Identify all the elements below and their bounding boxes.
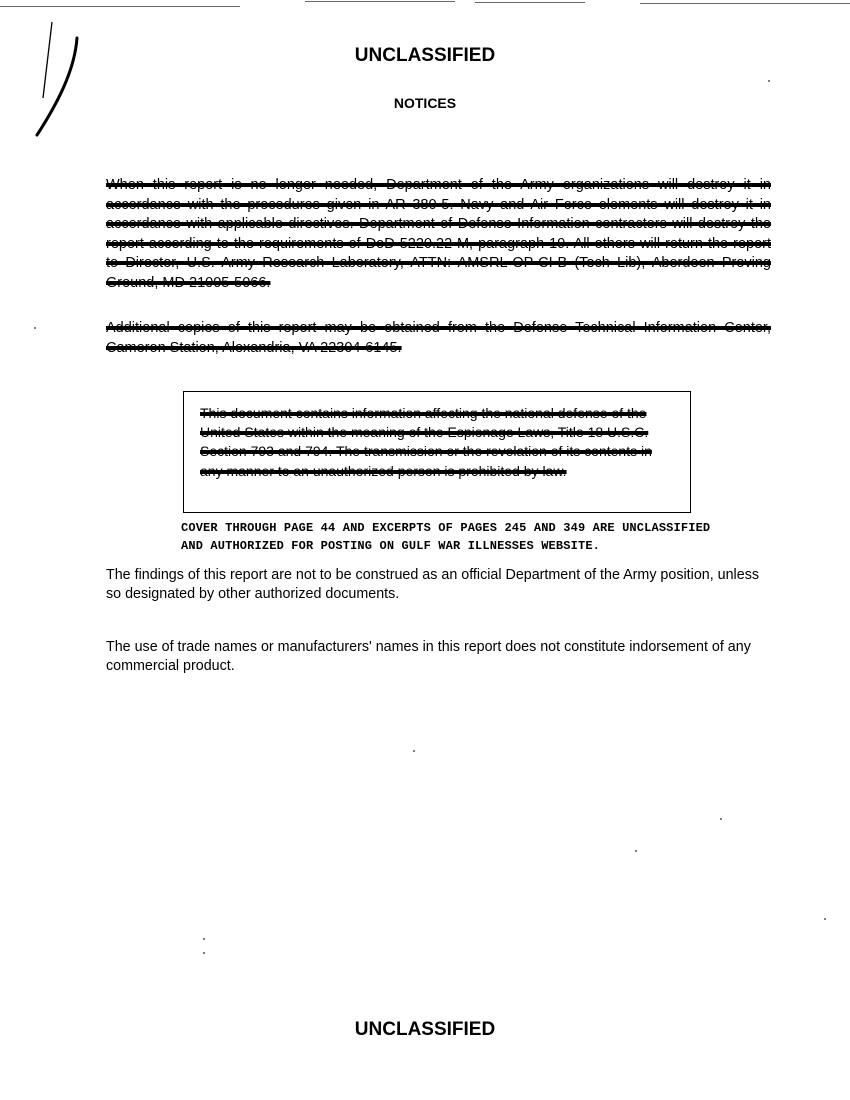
release-stamp: COVER THROUGH PAGE 44 AND EXCERPTS OF PAGES 245 AND 349 ARE UNCLASSIFIED AND AUTHORIZED FOR POSTING ON GULF WAR ILLNESSES WEBSITE. [181,521,711,553]
scan-speck [720,818,722,820]
redacted-copies-paragraph [106,319,771,358]
redacted-disposal-text: When this report is no longer needed, Department of the Army organizations will destroy it in accordance with the procedures given in AR 380-5. Navy and Air Force elements will destroy it in accordance with applicable directives. Department of Defense Information contractors will destroy the report according to the requirements of DoD 5220.22-M, paragraph 19. All others will return the report to Director, U.S. Army Research Laboratory, ATTN: AMSRL-OP-CI-B (Tech Lib), Aberdeen Proving Ground, MD 21005-5066. [106,177,771,291]
redacted-disposal-paragraph [106,176,771,294]
scan-speck [413,750,415,752]
scan-speck [34,327,36,329]
redacted-copies-text: Additional copies of this report may be obtained from the Defense Technical Information Center, Cameron Station, Alexandria, VA 22304-6145. [106,320,771,356]
espionage-notice-box [183,391,691,513]
page-title: NOTICES [393,95,457,111]
scan-speck [203,938,205,940]
classification-footer: UNCLASSIFIED [354,1019,496,1040]
handwritten-mark [15,10,85,145]
trade-names-paragraph: The use of trade names or manufacturers' names in this report does not constitute indorsement of any commercial product. [106,639,751,674]
scan-speck [203,952,205,954]
scan-speck [768,80,770,82]
classification-header: UNCLASSIFIED [354,45,496,66]
scan-artifact-line [305,1,455,2]
scan-speck [824,918,826,920]
scan-artifact-line [475,2,585,3]
scan-speck [635,850,637,852]
scan-artifact-line [0,6,240,7]
scan-artifact-line [640,3,850,4]
findings-paragraph: The findings of this report are not to be construed as an official Department of the Army position, unless so designated by other authorized documents. [106,567,759,602]
espionage-notice-text: This document contains information affecting the national defense of the United States within the meaning of the Espionage Laws, Title 18 U.S.C. Section 793 and 794. The transmission or the revelation of its contents in any manner to an unauthorized person is prohibited by law. [200,405,652,479]
